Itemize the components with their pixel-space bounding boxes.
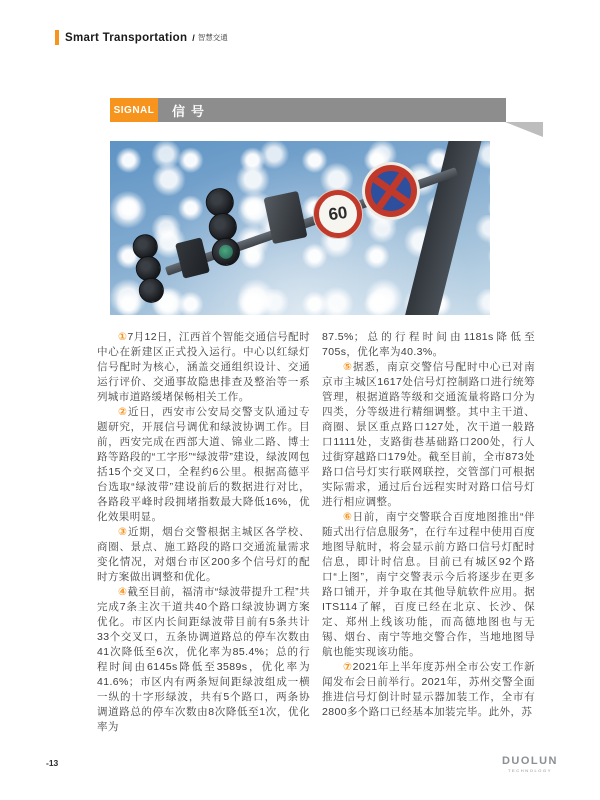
paragraph-text: 近日，西安市公安局交警支队通过专题研究，开展信号调优和绿波协调工作。目前，西安完成在西部大道、锦业二路、博士路等路段的“工字形”“绿波带”建设，绿波网包括15个交叉口，全程约6公里。根据高德平台选取“绿波带”建设前后的数据进行对比，各路段平峰时段拥堵指数最大降低16%，优化效果明显。 [97,406,310,523]
logo-subtext: TECHNOLOGY [507,768,552,773]
paragraph-1 [97,330,310,405]
speed-limit-value: 60 [311,187,365,241]
traffic-light-hood [137,276,165,304]
green-light-lens [218,244,234,260]
paragraph-6 [322,510,535,660]
section-title: 信号 [158,98,506,122]
header-separator: / [192,32,195,43]
duolun-logo [502,756,558,773]
paragraph-number: ⑤ [343,361,353,373]
page-number: -13 [46,758,59,768]
paragraph-text: 87.5%；总的行程时间由1181s降低至705s，优化率为40.3%。 [322,331,535,358]
article-photo [110,141,490,315]
article-column-left [97,330,310,735]
header-title-zh: 智慧交通 [197,33,228,42]
article-column-right [322,330,535,720]
paragraph-text: 截至目前，福清市“绿波带提升工程”共完成7条主次干道共40个路口绿波协调方案优化。市区内长间距绿波带目前有5条共计33个交叉口，五条协调道路总的停车次数由41次降低至6次，优化率为85.4%；总的行程时间由6145s降低至3589s，优化率为41.6%；市区内有两条短间距绿波组成一横一纵的十字形绿波，共有5个路口，两条协调道路总的停车次数由8次降低至1次，优化率为 [97,586,310,733]
logo-text: DUOLUN [501,755,558,767]
paragraph-text: 日前，南宁交警联合百度地图推出“伴随式出行信息服务”，在行车过程中使用百度地图导航时，将会显示前方路口信号灯配时信息，即计时信息。目前已有城区92个路口“上图”，南宁交警表示今后将逐步在更多路口铺开，并争取在其他导航软件应用。据ITS114了解，百度已经在北京、长沙、保定、郑州上线该功能，而高德地图也与无锡、烟台、南宁等地交警合作，当地地图导航也能实现该功能。 [322,511,536,658]
paragraph-3 [97,525,310,585]
section-banner [110,98,506,122]
paragraph-5 [322,360,535,510]
paragraph-number: ③ [118,526,128,538]
paragraph-number: ② [118,406,128,418]
paragraph-number: ⑥ [343,511,353,523]
paragraph-2 [97,405,310,525]
paragraph-number: ⑦ [343,661,353,673]
paragraph-text: 据悉，南京交警信号配时中心已对南京市主城区1617处信号灯控制路口进行统筹管理，根据道路等级和交通流量将路口分为四类，分等级进行精细调整。其中主干道、商圈、景区重点路口127处，次干道一般路口1111处，支路街巷基础路口200处，行人过街穿越路口179处。截至目前，全市873处路口信号灯实行联网联控，交管部门可根据实际需求，通过后台远程实时对路口信号灯进行相应调整。 [322,361,535,508]
no-stopping-cross-bar [374,169,407,212]
paragraph-4 [97,585,310,735]
header-title-en: Smart Transportation [65,31,188,44]
paragraph-number: ① [118,331,128,343]
paragraph-7 [322,660,535,720]
paragraph-text: 7月12日，江西首个智能交通信号配时中心在新建区正式投入运行。中心以红绿灯信号配时为核心，涵盖交通组织设计、交通运行评价、交通事故隐患排查及整治等一系列城市道路缓堵保畅相关工作。 [97,331,311,403]
no-stopping-sign-center [368,168,414,214]
paragraph-text: 近期，烟台交警根据主城区各学校、商圈、景点、施工路段的路口交通流量需求变化情况，对烟台市区200多个信号灯的配时方案做出调整和优化。 [97,526,310,583]
paragraph-text: 2021年上半年度苏州全市公安工作新闻发布会日前举行。2021年，苏州交警全面推进信号灯倒计时显示器加装工作，全市有2800多个路口已经基本加装完毕。此外，苏 [322,661,535,718]
paragraph-4-continued [322,330,535,360]
page-header [55,30,228,45]
section-tag: SIGNAL [110,98,158,122]
header-accent-bar [55,30,59,45]
paragraph-number: ④ [118,586,128,598]
traffic-light-hood [210,236,241,267]
banner-fold-triangle [505,122,543,137]
